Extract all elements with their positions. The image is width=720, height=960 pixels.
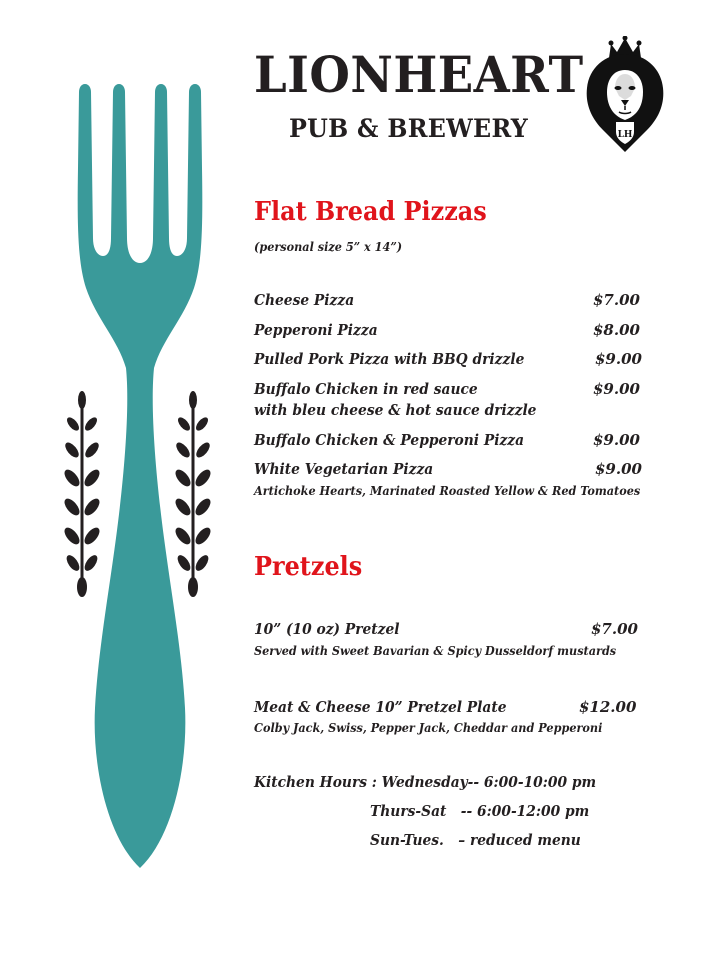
section-title-pretzels: Pretzels xyxy=(254,552,363,582)
leaf-sprig-right-icon xyxy=(174,388,212,600)
menu-item-price: $9.00 xyxy=(593,431,640,449)
menu-item-description: Colby Jack, Swiss, Pepper Jack, Cheddar and Pepperoni xyxy=(254,720,603,735)
menu-item-price: $12.00 xyxy=(579,698,637,716)
menu-item-name: 10” (10 oz) Pretzel xyxy=(254,620,400,638)
menu-item-name: Buffalo Chicken & Pepperoni Pizza xyxy=(254,431,525,449)
restaurant-subtitle: PUB & BREWERY xyxy=(289,114,528,143)
menu-item-name: Buffalo Chicken in red sauce xyxy=(254,380,478,398)
menu-item-price: $7.00 xyxy=(593,291,640,309)
menu-item-price: $7.00 xyxy=(591,620,638,638)
section-title-flatbread: Flat Bread Pizzas xyxy=(254,197,487,227)
menu-item-price: $8.00 xyxy=(593,321,640,339)
menu-item-description: Served with Sweet Bavarian & Spicy Dusseldorf mustards xyxy=(254,643,617,658)
menu-item-name: Pulled Pork Pizza with BBQ drizzle xyxy=(254,350,525,368)
menu-item-description: Artichoke Hearts, Marinated Roasted Yellow & Red Tomatoes xyxy=(254,483,641,498)
logo-monogram: LH xyxy=(617,130,633,140)
lion-crown-logo-icon xyxy=(585,36,665,154)
menu-item-price: $9.00 xyxy=(595,460,642,478)
menu-item-name: Cheese Pizza xyxy=(254,291,355,309)
kitchen-hours-line: Sun-Tues. – reduced menu xyxy=(370,831,581,849)
kitchen-hours-line: Thurs-Sat -- 6:00-12:00 pm xyxy=(370,802,590,820)
menu-item-name: Meat & Cheese 10” Pretzel Plate xyxy=(254,698,507,716)
menu-item-name: White Vegetarian Pizza xyxy=(254,460,434,478)
section-subtitle-flatbread: (personal size 5” x 14”) xyxy=(254,239,403,254)
restaurant-name: LIONHEART xyxy=(254,45,584,104)
menu-item-price: $9.00 xyxy=(593,380,640,398)
menu-item-name-continued: with bleu cheese & hot sauce drizzle xyxy=(254,401,537,419)
leaf-sprig-left-icon xyxy=(63,388,101,600)
menu-item-name: Pepperoni Pizza xyxy=(254,321,378,339)
menu-item-price: $9.00 xyxy=(595,350,642,368)
kitchen-hours-line: Kitchen Hours : Wednesday-- 6:00-10:00 pm xyxy=(254,773,597,791)
